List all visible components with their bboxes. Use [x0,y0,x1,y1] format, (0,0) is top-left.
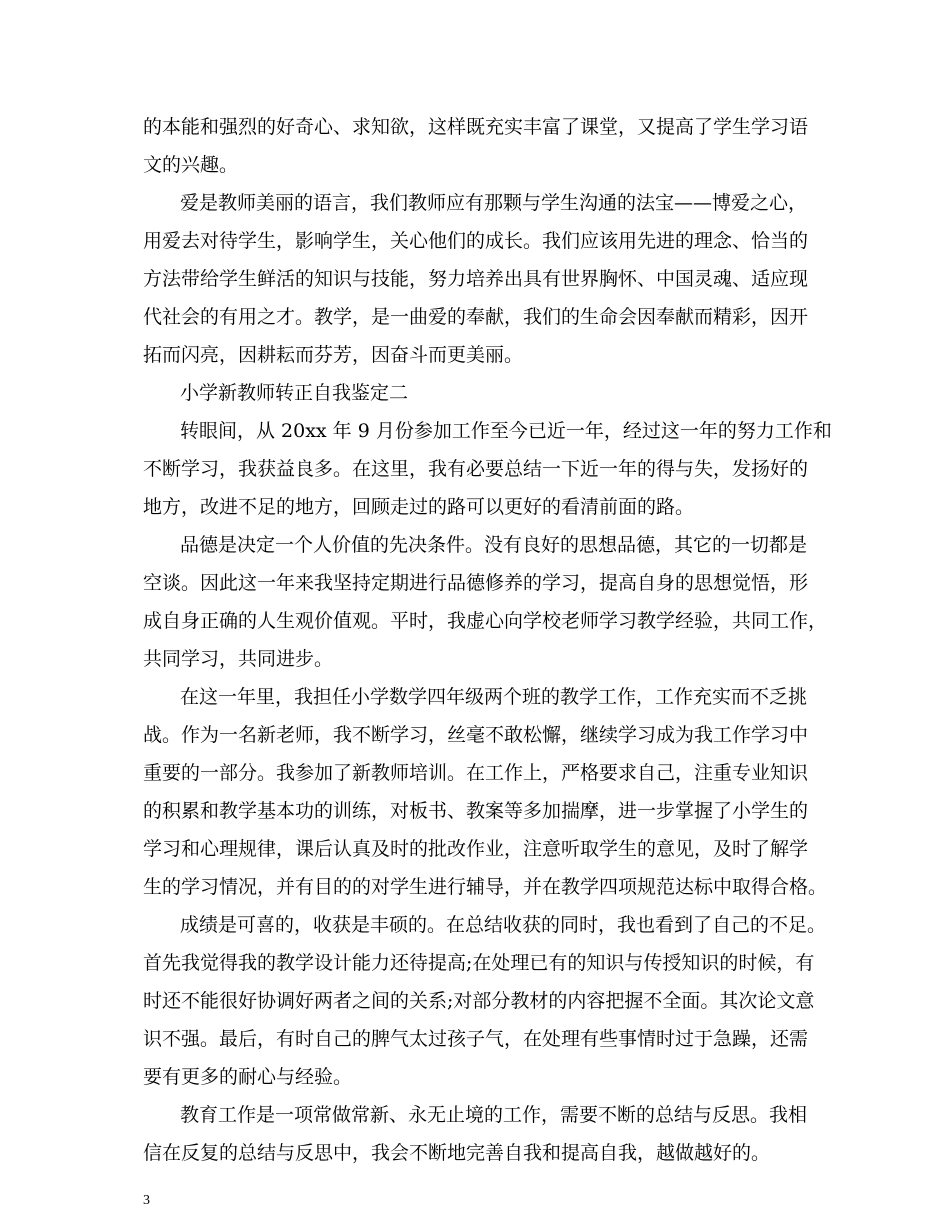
text-line: 空谈。因此这一年来我坚持定期进行品德修养的学习，提高自身的思想觉悟，形 [143,572,809,594]
text-line: 地方，改进不足的地方，回顾走过的路可以更好的看清前面的路。 [143,496,695,518]
paragraph-first-line: 转眼间，从 20xx 年 9 月份参加工作至今已近一年，经过这一年的努力工作和 [180,420,832,442]
text-line: 代社会的有用之才。教学，是一曲爱的奉献，我们的生命会因奉献而精彩，因开 [143,306,809,328]
text-line: 时还不能很好协调好两者之间的关系;对部分教材的内容把握不全面。其次论文意 [143,990,815,1012]
text-line: 共同学习，共同进步。 [143,648,334,670]
text-line: 的本能和强烈的好奇心、求知欲，这样既充实丰富了课堂，又提高了学生学习语 [143,116,809,138]
text-line: 首先我觉得我的教学设计能力还待提高;在处理已有的知识与传授知识的时候，有 [143,952,815,974]
text-line: 要有更多的耐心与经验。 [143,1066,353,1088]
text-line: 学习和心理规律，课后认真及时的批改作业，注意听取学生的意见，及时了解学 [143,838,809,860]
text-line: 生的学习情况，并有目的的对学生进行辅导，并在教学四项规范达标中取得合格。 [143,876,828,898]
text-line: 用爱去对待学生，影响学生，关心他们的成长。我们应该用先进的理念、恰当的 [143,230,809,252]
text-line: 方法带给学生鲜活的知识与技能，努力培养出具有世界胸怀、中国灵魂、适应现 [143,268,809,290]
paragraph-first-line: 教育工作是一项常做常新、永无止境的工作，需要不断的总结与反思。我相 [180,1104,808,1126]
text-line: 的积累和教学基本功的训练，对板书、教案等多加揣摩，进一步掌握了小学生的 [143,800,809,822]
page-number: 3 [143,1193,150,1208]
paragraph-first-line: 成绩是可喜的，收获是丰硕的。在总结收获的同时，我也看到了自己的不足。 [180,914,827,936]
text-line: 拓而闪亮，因耕耘而芬芳，因奋斗而更美丽。 [143,344,524,366]
text-line: 信在反复的总结与反思中，我会不断地完善自我和提高自我，越做越好的。 [143,1142,771,1164]
text-line: 不断学习，我获益良多。在这里，我有必要总结一下近一年的得与失，发扬好的 [143,458,809,480]
text-line: 战。作为一名新老师，我不断学习，丝毫不敢松懈，继续学习成为我工作学习中 [143,724,809,746]
section-heading: 小学新教师转正自我鉴定二 [180,382,409,404]
text-line: 重要的一部分。我参加了新教师培训。在工作上，严格要求自己，注重专业知识 [143,762,809,784]
paragraph-first-line: 品德是决定一个人价值的先决条件。没有良好的思想品德，其它的一切都是 [180,534,808,556]
paragraph-first-line: 在这一年里，我担任小学数学四年级两个班的教学工作，工作充实而不乏挑 [180,686,808,708]
text-line: 文的兴趣。 [143,154,239,176]
paragraph-first-line: 爱是教师美丽的语言，我们教师应有那颗与学生沟通的法宝——博爱之心， [180,192,808,214]
text-line: 识不强。最后，有时自己的脾气太过孩子气，在处理有些事情时过于急躁，还需 [143,1028,809,1050]
text-line: 成自身正确的人生观价值观。平时，我虚心向学校老师学习教学经验，共同工作， [143,610,828,632]
